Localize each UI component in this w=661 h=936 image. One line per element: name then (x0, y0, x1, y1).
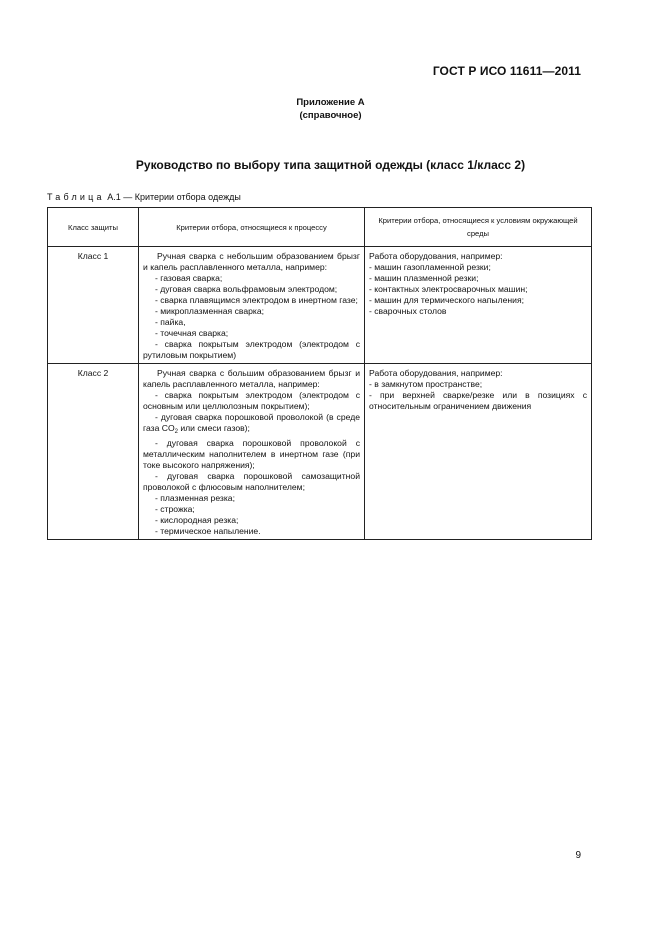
header-environment: Критерии отбора, относящиеся к условиям окружающей среды (365, 208, 592, 247)
list-item: - строжка; (155, 504, 195, 514)
list-item: - дуговая сварка вольфрамовым электродом; (155, 284, 338, 294)
list-item: - сварка плавящимся электродом в инертном газе; (155, 295, 358, 305)
list-item: - пайка, (155, 317, 186, 327)
list-item: - точечная сварка; (155, 328, 229, 338)
page-title: Руководство по выбору типа защитной одежды (класс 1/класс 2) (135, 158, 526, 172)
list-item: - машин газопламенной резки; (369, 262, 491, 272)
list-item: - сварочных столов (369, 306, 447, 316)
list-item-tail: или смеси газов); (177, 423, 250, 433)
list-item: - микроплазменная сварка; (155, 306, 265, 316)
co2-subscript: 2 (174, 429, 178, 435)
document-header: ГОСТ Р ИСО 11611—2011 (432, 64, 581, 78)
criteria-table (47, 207, 592, 540)
appendix-label: Приложение А (296, 97, 365, 108)
list-item: - при верхней сварке/резке или в позициях с относительным ограничением движения (369, 390, 587, 411)
list-item: - кислородная резка; (155, 515, 239, 525)
table-row (48, 247, 592, 364)
table-caption (47, 192, 241, 202)
table-header-row (48, 208, 592, 247)
table-caption-rest: А.1 — Критерии отбора одежды (104, 192, 241, 202)
table-caption-prefix: Таблица (47, 192, 105, 202)
list-item: - термическое напыление. (155, 526, 261, 536)
environment-intro: Работа оборудования, например: (369, 368, 503, 378)
table-row (48, 364, 592, 540)
list-item: - плазменная резка; (155, 493, 235, 503)
list-item: - контактных электросварочных машин; (369, 284, 528, 294)
list-item: - машин плазменной резки; (369, 273, 479, 283)
process-intro: Ручная сварка с небольшим образованием брызг и капель расплавленного металла, например: (143, 251, 360, 272)
header-process: Критерии отбора, относящиеся к процессу (139, 208, 365, 247)
appendix-heading (0, 96, 661, 122)
list-item: - сварка покрытым электродом (электродом с рутиловым покрытием) (143, 339, 360, 360)
environment-cell (365, 247, 592, 364)
list-item: - машин для термического напыления; (369, 295, 524, 305)
class-cell: Класс 2 (48, 364, 139, 540)
environment-intro: Работа оборудования, например: (369, 251, 503, 261)
header-class: Класс защиты (48, 208, 139, 247)
process-cell (139, 247, 365, 364)
environment-cell (365, 364, 592, 540)
list-item (143, 412, 360, 438)
process-cell (139, 364, 365, 540)
list-item-text: - дуговая сварка порошковой проволокой (в среде газа CO (143, 412, 360, 433)
list-item: - дуговая сварка порошковой самозащитной проволокой с флюсовым наполнителем; (143, 471, 360, 492)
class-cell: Класс 1 (48, 247, 139, 364)
appendix-kind: (справочное) (299, 110, 362, 121)
list-item: - газовая сварка; (155, 273, 223, 283)
list-item: - дуговая сварка порошковой проволокой с металлическим наполнителем в инертном газе (при токе высокого напряжения); (143, 438, 360, 470)
list-item: - в замкнутом пространстве; (369, 379, 483, 389)
page-number: 9 (575, 850, 581, 861)
process-intro: Ручная сварка с большим образованием брызг и капель расплавленного металла, например: (143, 368, 360, 389)
list-item: - сварка покрытым электродом (электродом с основным или целлюлозным покрытием); (143, 390, 360, 411)
